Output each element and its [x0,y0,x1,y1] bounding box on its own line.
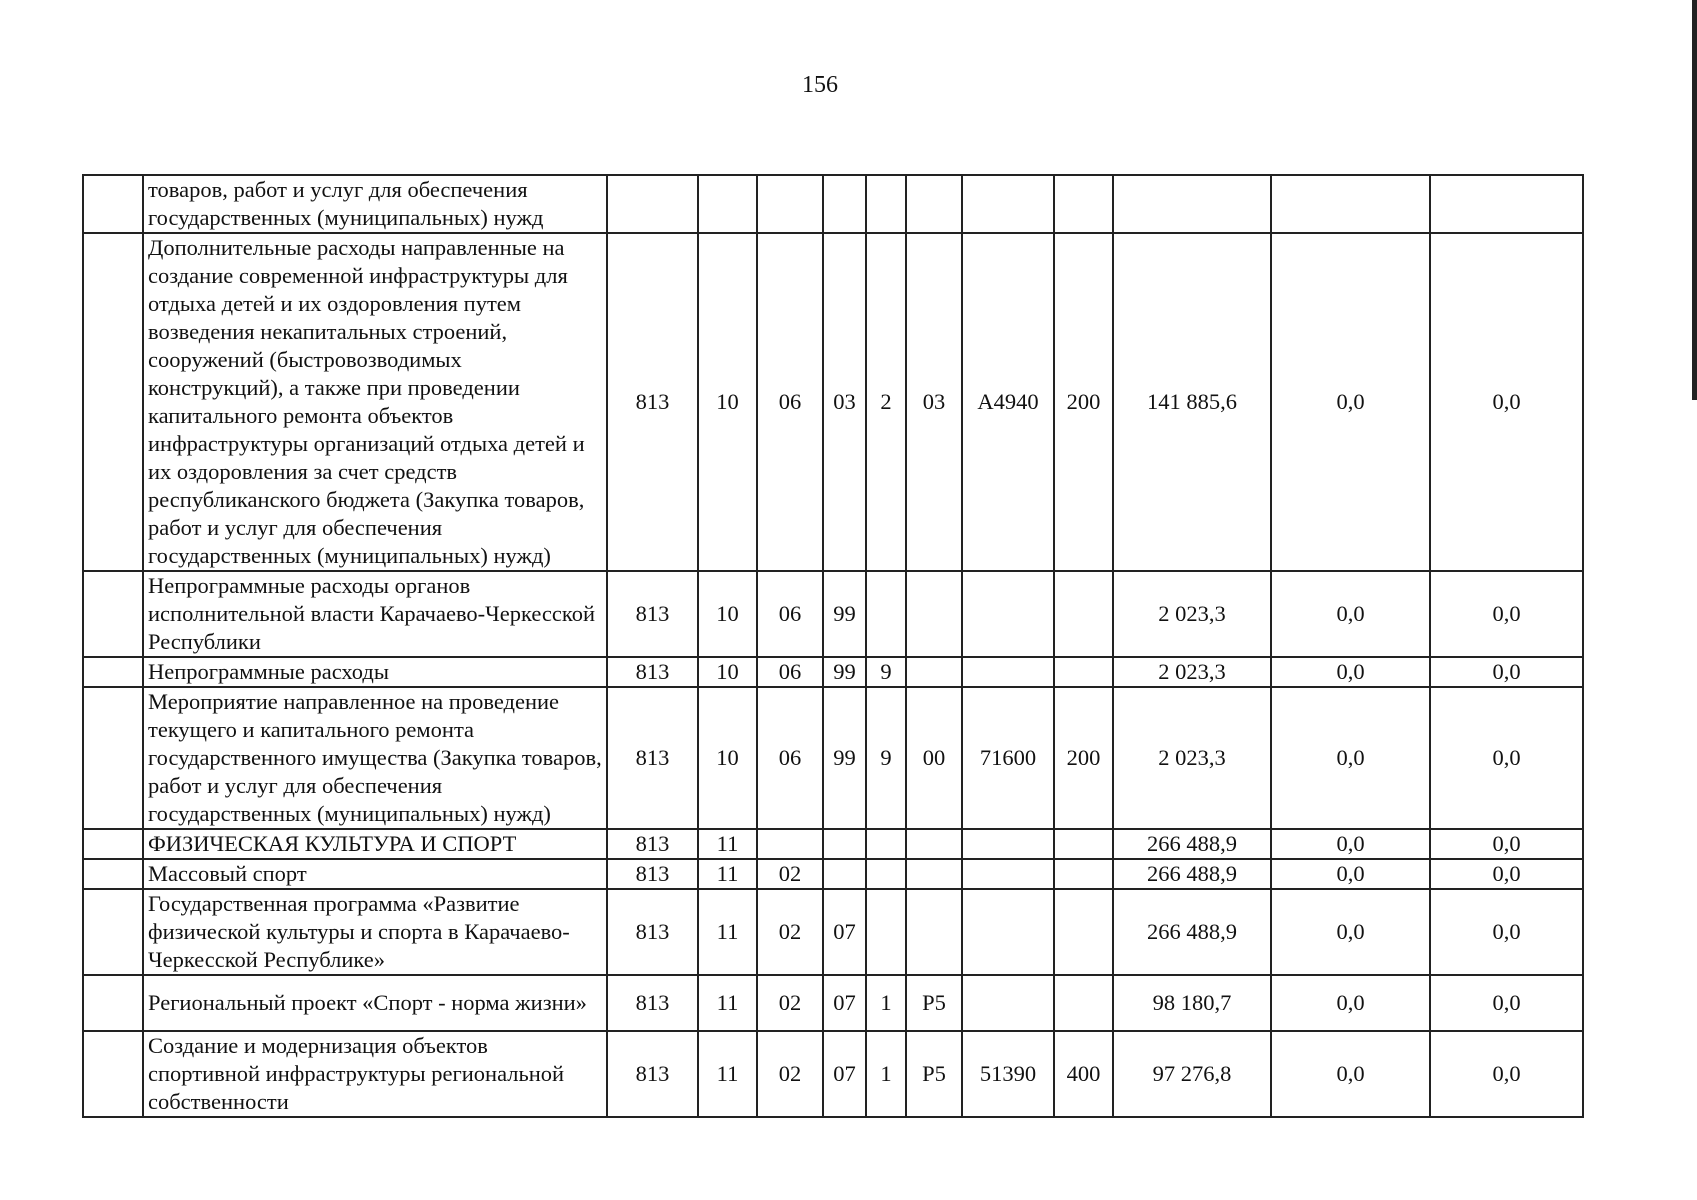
code-rz-cell: 11 [698,975,757,1031]
row-name-cell: Дополнительные расходы направленные на создание современной инфраструктуры для отдыха детей и их оздоровления путем возведения некапитальных строений, сооружений (быстровозводимых конструкций), а также при проведении капитального ремонта объектов инфраструктуры организаций отдыха детей и их оздоровления за счет средств республиканского бюджета (Закупка товаров, работ и услуг для обеспечения государственных (муниципальных) нужд) [143,233,607,571]
code-direction-cell [962,889,1054,975]
code-main-event-cell [906,571,962,657]
code-direction-cell [962,657,1054,687]
code-subprogram-cell: 1 [866,975,906,1031]
code-program-cell: 03 [823,233,866,571]
amount-year-3-cell: 0,0 [1430,859,1583,889]
code-main-event-cell [906,829,962,859]
table-row [83,829,1583,859]
budget-table [82,174,1584,1118]
code-rz-cell: 11 [698,859,757,889]
code-main-event-cell [906,175,962,233]
amount-year-3-cell: 0,0 [1430,829,1583,859]
row-index-cell [83,975,143,1031]
code-main-event-cell [906,657,962,687]
code-vr-cell [1054,175,1113,233]
code-gr-cell: 813 [607,859,698,889]
code-gr-cell: 813 [607,233,698,571]
row-index-cell [83,829,143,859]
table-row [83,175,1583,233]
amount-year-1-cell: 266 488,9 [1113,829,1271,859]
table-row [83,571,1583,657]
row-index-cell [83,889,143,975]
code-program-cell [823,859,866,889]
amount-year-3-cell: 0,0 [1430,687,1583,829]
code-pr-cell: 02 [757,975,823,1031]
amount-year-3-cell: 0,0 [1430,657,1583,687]
code-program-cell [823,175,866,233]
row-index-cell [83,657,143,687]
page-number: 156 [802,72,838,98]
code-subprogram-cell: 1 [866,1031,906,1117]
table-row [83,687,1583,829]
code-gr-cell [607,175,698,233]
code-gr-cell: 813 [607,829,698,859]
code-vr-cell [1054,975,1113,1031]
code-rz-cell: 10 [698,657,757,687]
code-subprogram-cell: 9 [866,657,906,687]
code-direction-cell: 71600 [962,687,1054,829]
table-body [83,175,1583,1117]
amount-year-3-cell [1430,175,1583,233]
amount-year-2-cell: 0,0 [1271,1031,1430,1117]
row-index-cell [83,687,143,829]
amount-year-1-cell: 97 276,8 [1113,1031,1271,1117]
amount-year-1-cell: 141 885,6 [1113,233,1271,571]
table-row [83,889,1583,975]
amount-year-1-cell: 2 023,3 [1113,687,1271,829]
amount-year-2-cell: 0,0 [1271,889,1430,975]
amount-year-2-cell: 0,0 [1271,687,1430,829]
amount-year-1-cell [1113,175,1271,233]
amount-year-2-cell: 0,0 [1271,975,1430,1031]
code-vr-cell: 200 [1054,233,1113,571]
table-row [83,975,1583,1031]
amount-year-1-cell: 2 023,3 [1113,571,1271,657]
amount-year-1-cell: 2 023,3 [1113,657,1271,687]
row-name-cell: ФИЗИЧЕСКАЯ КУЛЬТУРА И СПОРТ [143,829,607,859]
code-direction-cell [962,571,1054,657]
code-pr-cell: 02 [757,1031,823,1117]
amount-year-3-cell: 0,0 [1430,889,1583,975]
row-name-cell: Региональный проект «Спорт - норма жизни» [143,975,607,1031]
scan-edge-mark [1692,0,1697,400]
code-rz-cell: 11 [698,889,757,975]
code-program-cell: 07 [823,1031,866,1117]
code-main-event-cell: Р5 [906,1031,962,1117]
amount-year-2-cell: 0,0 [1271,657,1430,687]
row-name-cell: Создание и модернизация объектов спортивной инфраструктуры региональной собственности [143,1031,607,1117]
code-subprogram-cell [866,859,906,889]
row-name-cell: Мероприятие направленное на проведение текущего и капитального ремонта государственного имущества (Закупка товаров, работ и услуг для обеспечения государственных (муниципальных) нужд) [143,687,607,829]
code-rz-cell: 11 [698,829,757,859]
code-gr-cell: 813 [607,687,698,829]
row-name-cell: Непрограммные расходы органов исполнительной власти Карачаево-Черкесской Республики [143,571,607,657]
row-name-cell: Массовый спорт [143,859,607,889]
code-direction-cell: 51390 [962,1031,1054,1117]
code-pr-cell: 02 [757,889,823,975]
code-program-cell [823,829,866,859]
code-vr-cell [1054,657,1113,687]
code-pr-cell: 06 [757,687,823,829]
code-pr-cell: 02 [757,859,823,889]
amount-year-3-cell: 0,0 [1430,1031,1583,1117]
code-main-event-cell: 00 [906,687,962,829]
amount-year-3-cell: 0,0 [1430,233,1583,571]
amount-year-2-cell: 0,0 [1271,571,1430,657]
row-index-cell [83,859,143,889]
code-rz-cell: 10 [698,687,757,829]
code-vr-cell [1054,829,1113,859]
amount-year-1-cell: 98 180,7 [1113,975,1271,1031]
code-gr-cell: 813 [607,975,698,1031]
code-program-cell: 99 [823,687,866,829]
row-name-cell: Государственная программа «Развитие физической культуры и спорта в Карачаево-Черкесской Республике» [143,889,607,975]
code-main-event-cell: Р5 [906,975,962,1031]
code-gr-cell: 813 [607,571,698,657]
code-subprogram-cell [866,571,906,657]
code-main-event-cell [906,859,962,889]
amount-year-2-cell [1271,175,1430,233]
amount-year-2-cell: 0,0 [1271,233,1430,571]
code-vr-cell [1054,889,1113,975]
code-program-cell: 07 [823,889,866,975]
row-name-cell: товаров, работ и услуг для обеспечения государственных (муниципальных) нужд [143,175,607,233]
table-row [83,657,1583,687]
code-vr-cell: 400 [1054,1031,1113,1117]
code-vr-cell [1054,859,1113,889]
amount-year-2-cell: 0,0 [1271,829,1430,859]
code-pr-cell [757,175,823,233]
row-index-cell [83,571,143,657]
code-program-cell: 07 [823,975,866,1031]
code-program-cell: 99 [823,657,866,687]
code-gr-cell: 813 [607,889,698,975]
code-direction-cell [962,859,1054,889]
code-direction-cell [962,175,1054,233]
row-name-cell: Непрограммные расходы [143,657,607,687]
code-main-event-cell: 03 [906,233,962,571]
row-index-cell [83,175,143,233]
code-vr-cell: 200 [1054,687,1113,829]
code-subprogram-cell [866,829,906,859]
table-row [83,233,1583,571]
code-pr-cell: 06 [757,657,823,687]
table-row [83,1031,1583,1117]
code-subprogram-cell: 2 [866,233,906,571]
code-main-event-cell [906,889,962,975]
code-pr-cell: 06 [757,571,823,657]
amount-year-1-cell: 266 488,9 [1113,859,1271,889]
amount-year-3-cell: 0,0 [1430,571,1583,657]
amount-year-3-cell: 0,0 [1430,975,1583,1031]
amount-year-2-cell: 0,0 [1271,859,1430,889]
code-rz-cell [698,175,757,233]
code-subprogram-cell: 9 [866,687,906,829]
code-pr-cell: 06 [757,233,823,571]
code-direction-cell: А4940 [962,233,1054,571]
code-rz-cell: 10 [698,233,757,571]
code-pr-cell [757,829,823,859]
code-vr-cell [1054,571,1113,657]
table-row [83,859,1583,889]
amount-year-1-cell: 266 488,9 [1113,889,1271,975]
row-index-cell [83,233,143,571]
code-gr-cell: 813 [607,657,698,687]
code-subprogram-cell [866,889,906,975]
code-gr-cell: 813 [607,1031,698,1117]
code-rz-cell: 10 [698,571,757,657]
code-rz-cell: 11 [698,1031,757,1117]
row-index-cell [83,1031,143,1117]
code-program-cell: 99 [823,571,866,657]
code-subprogram-cell [866,175,906,233]
code-direction-cell [962,829,1054,859]
code-direction-cell [962,975,1054,1031]
